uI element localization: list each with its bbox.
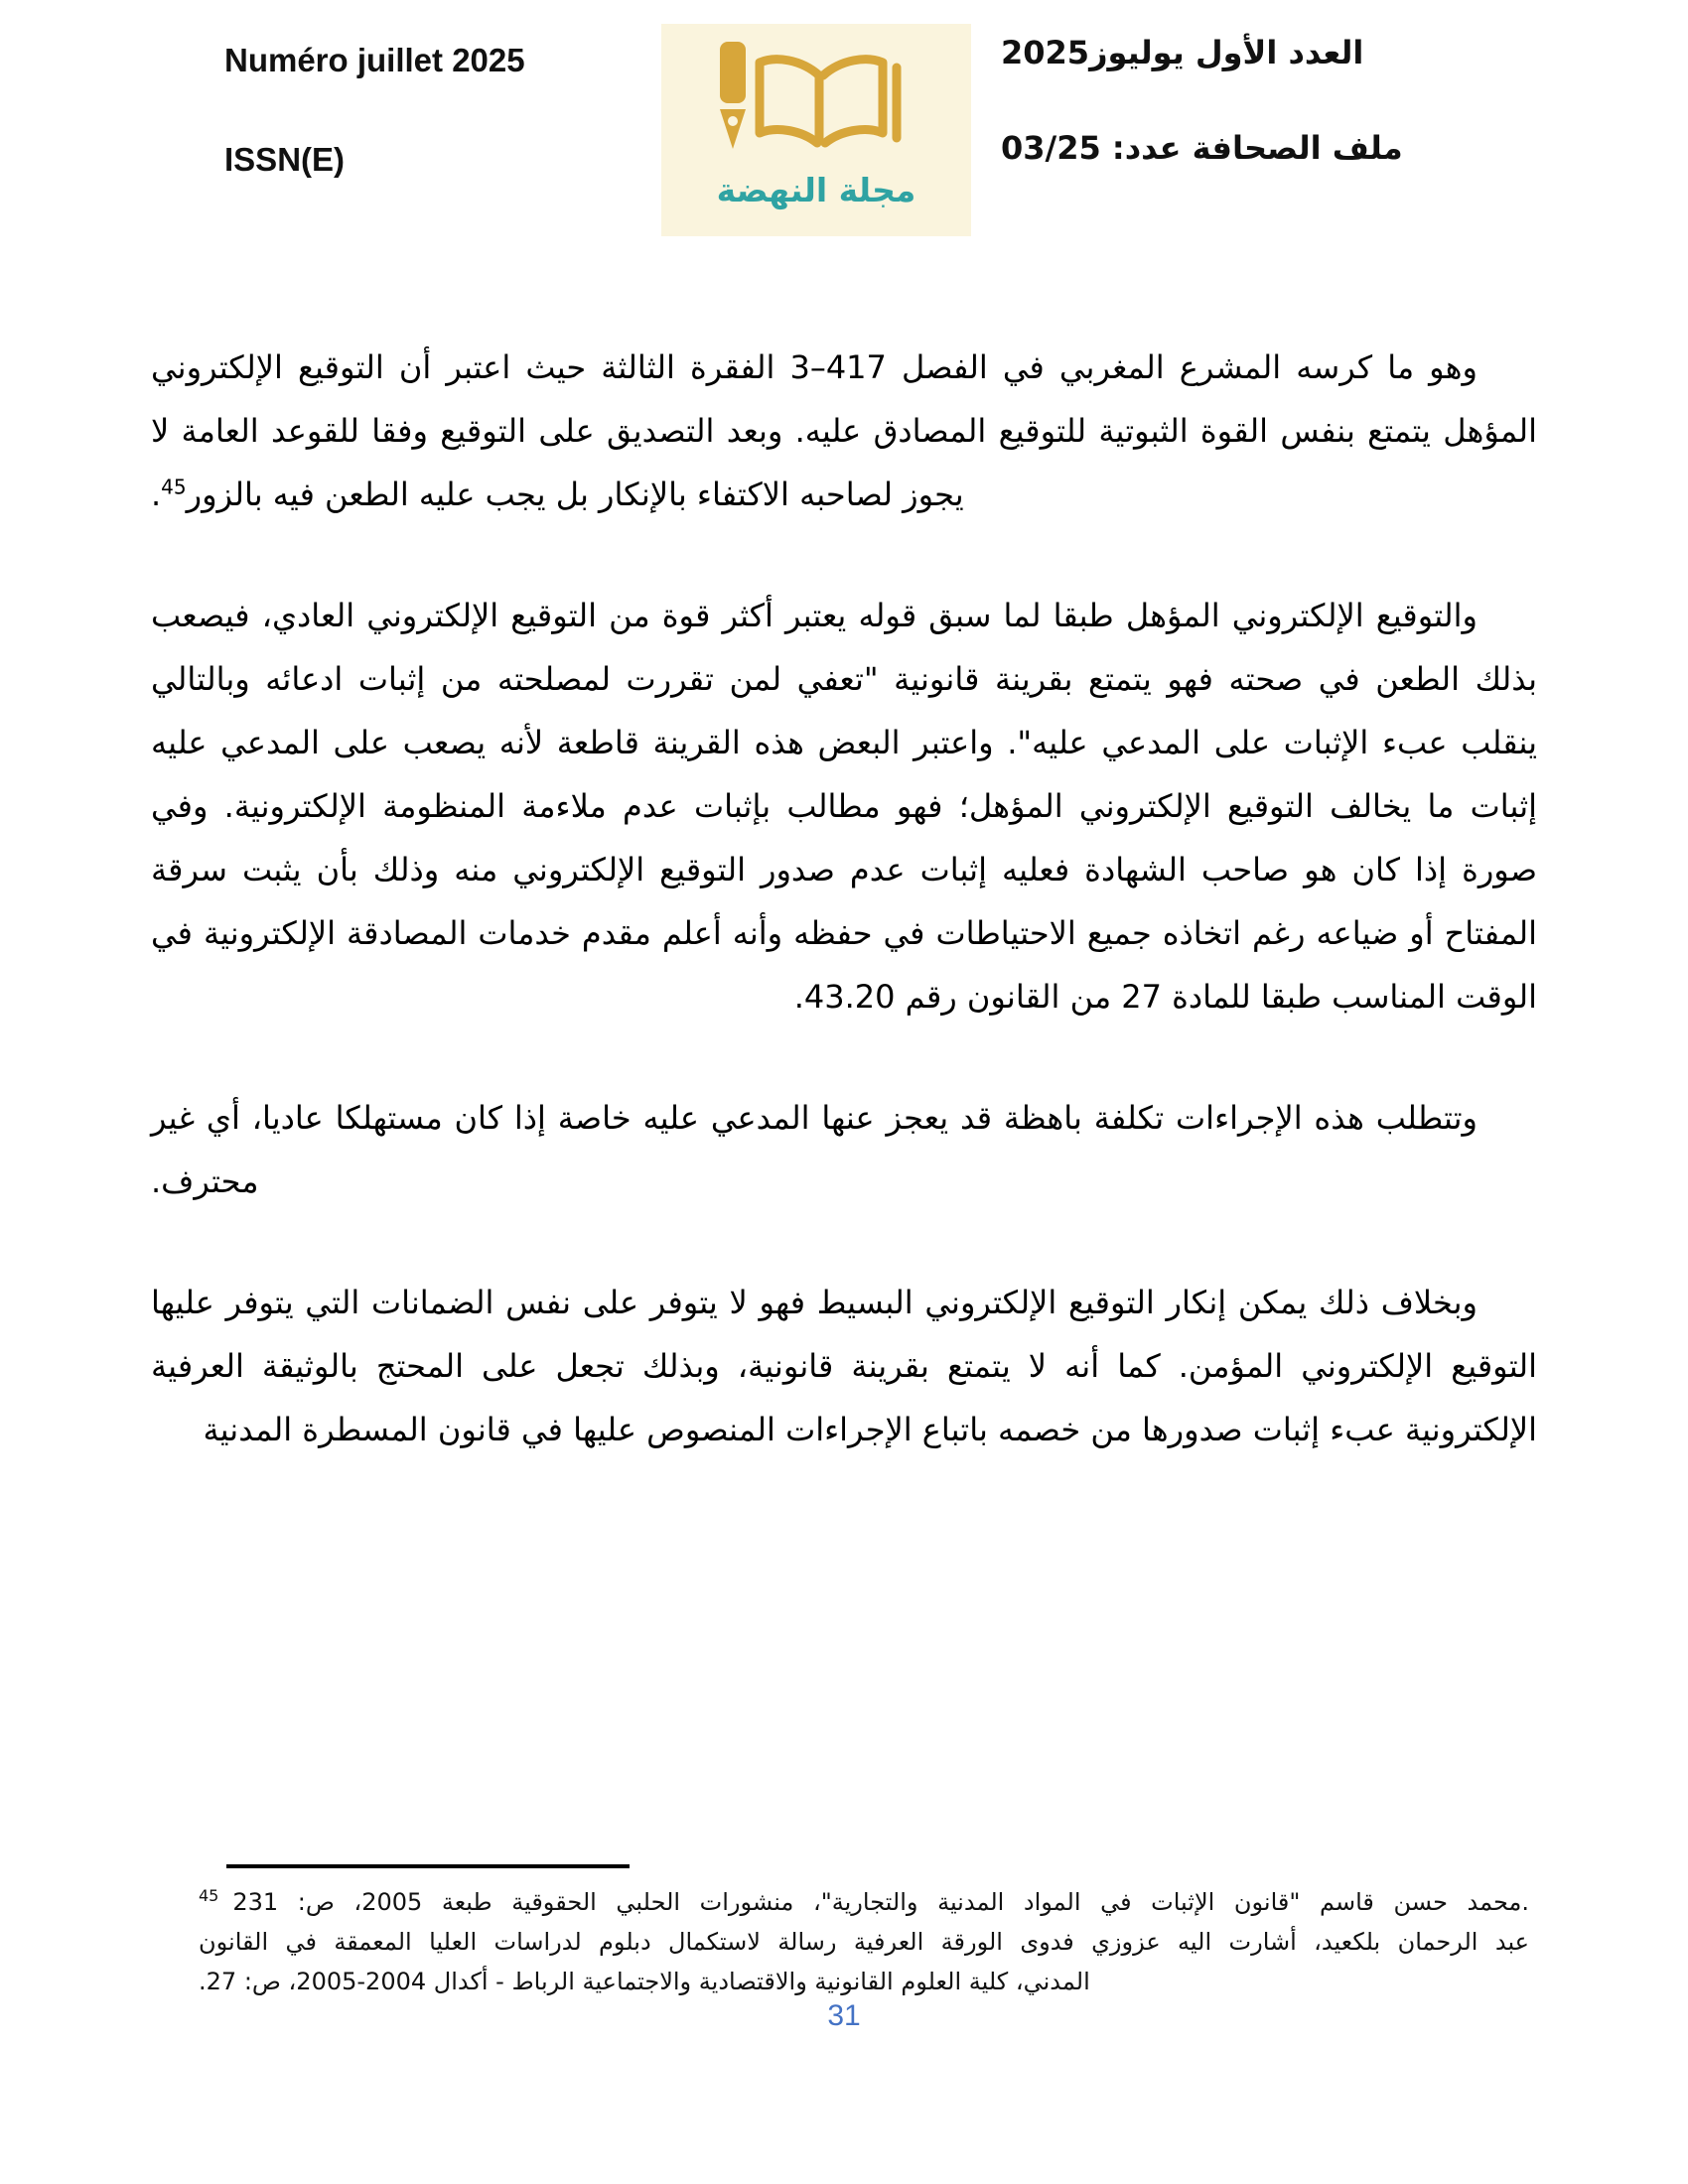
footnote-line: عبد الرحمان بلكعيد، أشارت اليه عزوزي فدوى الورقة العرفية رسالة لاستكمال دبلوم لدراسات العليا المعمقة في القانون — [199, 1928, 1529, 1956]
footnote-marker: 45 — [199, 1886, 219, 1905]
body-paragraph — [151, 336, 1537, 526]
issn-label: ISSN(E) — [224, 141, 346, 178]
header-right — [1001, 34, 1517, 167]
header-left — [224, 42, 641, 179]
issue-date-latin: Numéro juillet 2025 — [224, 42, 525, 78]
journal-logo-title: مجلة النهضة — [716, 171, 916, 209]
footnote-line — [199, 1882, 1529, 1922]
issue-number-arabic: العدد الأول يوليوز2025 — [1001, 34, 1364, 71]
body-paragraph — [151, 584, 1537, 1028]
press-file-number: ملف الصحافة عدد: 03/25 — [1001, 129, 1403, 167]
article-body — [151, 336, 1537, 1519]
paragraph-text: وبخلاف ذلك يمكن إنكار التوقيع الإلكتروني البسيط فهو لا يتوفر على نفس الضمانات التي يتوفر عليها التوقيع الإلكتروني المؤمن. كما أنه لا يتمتع بقرينة قانونية، وبذلك تجعل على المحتج بالوثيقة العرفية الإلكترونية عبء إثبات صدورها من خصمه باتباع الإجراءات المنصوص عليها في قانون المسطرة المدنية — [151, 1284, 1537, 1448]
body-paragraph — [151, 1271, 1537, 1461]
footnote-reference-text: محمد حسن قاسم "قانون الإثبات في المواد المدنية والتجارية"، منشورات الحلبي الحقوقية طبعة 2005، ص: 231. — [232, 1888, 1530, 1916]
journal-logo — [661, 24, 971, 236]
footnote-reference-number: 45 — [161, 475, 187, 499]
paragraph-text: . — [151, 476, 162, 513]
paragraph-text: وهو ما كرسه المشرع المغربي في الفصل 417–3 الفقرة الثالثة حيث اعتبر أن التوقيع الإلكتروني المؤهل يتمتع بنفس القوة الثبوتية للتوقيع المصادق عليه. وبعد التصديق على التوقيع وفقا للقوعد العامة لا يجوز لصاحبه الاكتفاء بالإنكار بل يجب عليه الطعن فيه بالزور — [151, 348, 1537, 513]
footnote-separator — [226, 1864, 630, 1868]
body-paragraph — [151, 1086, 1537, 1213]
page-number: 31 — [827, 1999, 861, 2032]
footnote-block — [199, 1882, 1529, 2001]
open-book-and-pen-icon — [692, 38, 940, 169]
paragraph-text: والتوقيع الإلكتروني المؤهل طبقا لما سبق قوله يعتبر أكثر قوة من التوقيع الإلكتروني العادي، فيصعب بذلك الطعن في صحته فهو يتمتع بقرينة قانونية "تعفي لمن تقررت لمصلحته من إثبات ادعائه وبالتالي ينقلب عبء الإثبات على المدعي عليه". واعتبر البعض هذه القرينة قاطعة لأنه يصعب على المدعي عليه إثبات ما يخالف التوقيع الإلكتروني المؤهل؛ فهو مطالب بإثبات عدم ملاءمة المنظومة الإلكترونية. وفي صورة إذا كان هو صاحب الشهادة فعليه إثبات عدم صدور التوقيع الإلكتروني منه وذلك بأن يثبت سرقة المفتاح أو ضياعه رغم اتخاذه جميع الاحتياطات في حفظه وأنه أعلم مقدم خدمات المصادقة الإلكترونية في الوقت المناسب طبقا للمادة 27 من القانون رقم 43.20. — [151, 597, 1537, 1016]
footnote-line: المدني، كلية العلوم القانونية والاقتصادية والاجتماعية الرباط - أكدال 2004-2005، ص: 27. — [199, 1968, 1090, 1995]
paragraph-text: وتتطلب هذه الإجراءات تكلفة باهظة قد يعجز عنها المدعي عليه خاصة إذا كان مستهلكا عاديا، أي غير محترف. — [151, 1099, 1477, 1200]
